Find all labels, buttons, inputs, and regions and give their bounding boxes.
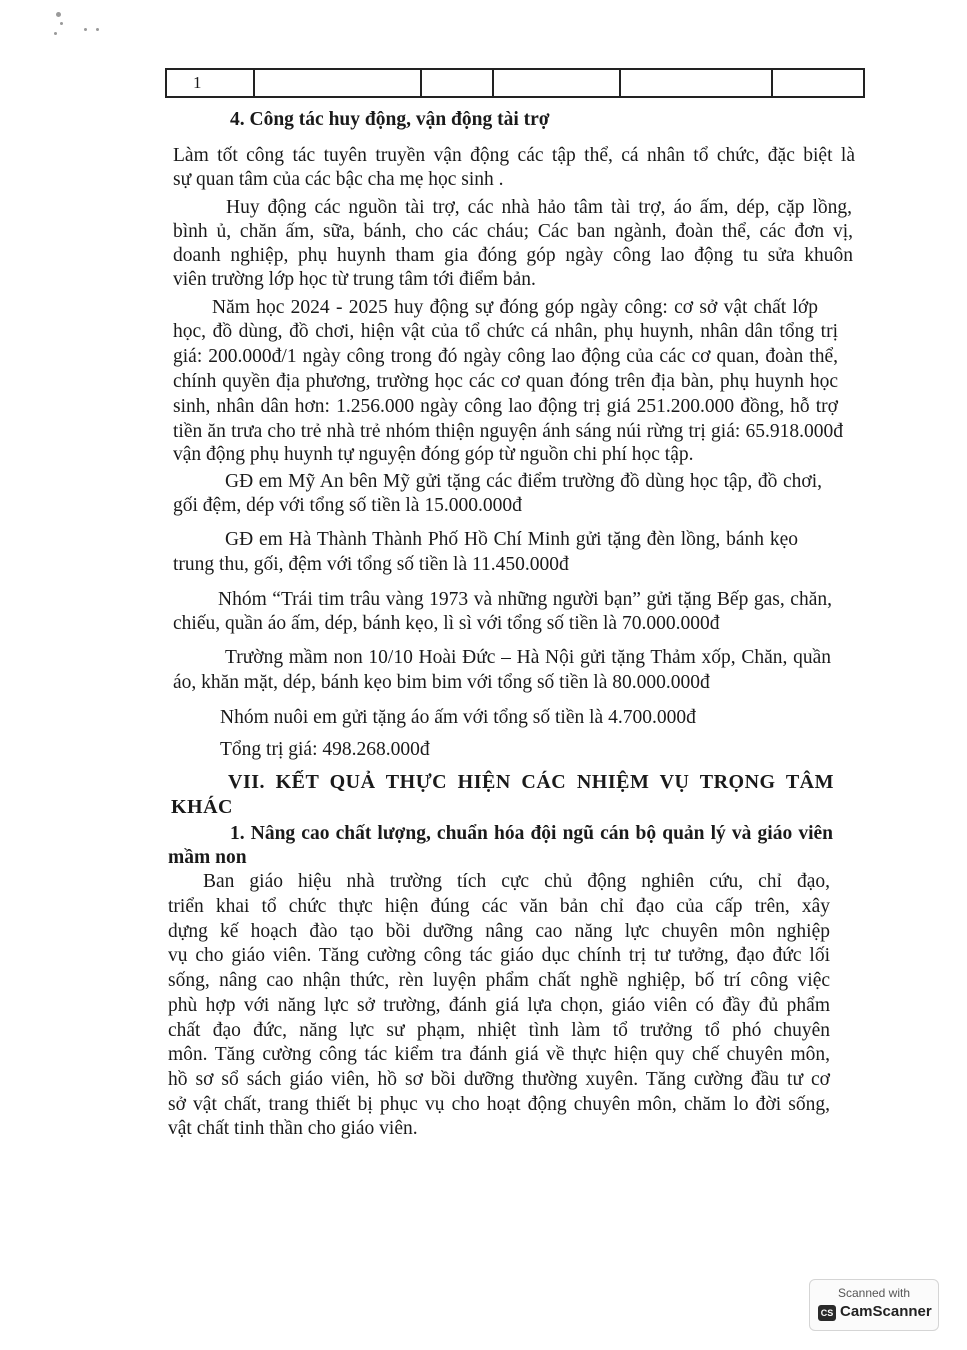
table-cell-number: 1 — [166, 69, 254, 97]
paragraph-line: dựng kế hoạch đào tạo bồi dưỡng nâng cao năng lực chuyên môn nghiệp — [168, 921, 830, 942]
paragraph-line: vận động phụ huynh tự nguyện đóng góp từ nguồn chi phí học tập. — [173, 444, 694, 465]
paragraph-line: vật chất tinh thần cho giáo viên. — [168, 1118, 418, 1139]
paragraph-line: Ban giáo hiệu nhà trường tích cực chủ động nghiên cứu, chỉ đạo, — [203, 871, 830, 892]
section-4-title: 4. Công tác huy động, vận động tài trợ — [230, 109, 550, 130]
table-cell — [772, 69, 864, 97]
camscanner-watermark — [809, 1279, 939, 1331]
camscanner-name: CamScanner — [840, 1303, 932, 1320]
section-7-title: VII. KẾT QUẢ THỰC HIỆN CÁC NHIỆM VỤ TRỌNG TÂM — [228, 771, 834, 793]
total-value: Tổng trị giá: 498.268.000đ — [220, 739, 430, 760]
paragraph-line: Huy động các nguồn tài trợ, các nhà hảo tâm tài trợ, áo ấm, dép, cặp lồng, — [226, 197, 852, 218]
paragraph-line: gối đệm, dép với tổng số tiền là 15.000.000đ — [173, 495, 522, 516]
paragraph-line: GĐ em Hà Thành Thành Phố Hồ Chí Minh gửi tặng đèn lồng, bánh kẹo — [225, 529, 798, 550]
paragraph-line: áo, khăn mặt, dép, bánh kẹo bim bim với tổng số tiền là 80.000.000đ — [173, 672, 710, 693]
table-row — [166, 69, 864, 97]
paragraph-line: Năm học 2024 - 2025 huy động sự đóng góp ngày công: cơ sở vật chất lớp — [212, 297, 818, 318]
paragraph-line: chất đạo đức, năng lực sư phạm, nhiệt tình làm tổ trưởng tổ phó chuyên — [168, 1020, 830, 1041]
paragraph-line: sở vật chất, trang thiết bị phục vụ cho hoạt động chuyên môn, chăm lo đời sống, — [168, 1094, 830, 1115]
scan-specks — [48, 10, 108, 40]
scanned-with-label: Scanned with — [837, 1286, 911, 1300]
camscanner-logo-icon: CS — [818, 1305, 836, 1321]
top-table — [165, 68, 865, 98]
paragraph-line: viên trường lớp học từ trung tâm tới điểm bản. — [173, 269, 536, 290]
subsection-1-title: 1. Nâng cao chất lượng, chuẩn hóa đội ngũ cán bộ quản lý và giáo viên — [230, 823, 833, 844]
paragraph-line: tiền ăn trưa cho trẻ nhà trẻ nhóm thiện nguyện ánh sáng núi rừng trị giá: 65.918.000đ — [173, 421, 843, 442]
table-cell — [620, 69, 772, 97]
paragraph-line: học, đồ dùng, đồ chơi, hiện vật của tổ chức cá nhân, phụ huynh, nhân dân tổng trị — [173, 321, 838, 342]
table-cell — [254, 69, 421, 97]
paragraph-line: Trường mầm non 10/10 Hoài Đức – Hà Nội gửi tặng Thảm xốp, Chăn, quần — [225, 647, 831, 668]
paragraph-line: sống, nâng cao nhận thức, rèn luyện phẩm chất nghề nghiệp, bố trí công việc — [168, 970, 830, 991]
paragraph-line: vụ cho giáo viên. Tăng cường công tác giáo dục chính trị tư tưởng, đạo đức lối — [168, 945, 830, 966]
paragraph-line: GĐ em Mỹ An bên Mỹ gửi tặng các điểm trường đồ dùng học tập, đồ chơi, — [225, 471, 822, 492]
paragraph-line: doanh nghiệp, phụ huynh tham gia đóng góp ngày công lao động tu sửa khuôn — [173, 245, 853, 266]
paragraph-line: môn. Tăng cường công tác kiểm tra đánh giá về thực hiện quy chế chuyên môn, — [168, 1044, 830, 1065]
paragraph-line: Nhóm “Trái tim trâu vàng 1973 và những người bạn” gửi tặng Bếp gas, chăn, — [218, 589, 832, 610]
paragraph-line: triển khai tổ chức thực hiện đúng các văn bản chỉ đạo của cấp trên, xây — [168, 896, 830, 917]
paragraph-line: chính quyền địa phương, trường học các cơ quan đóng trên địa bàn, phụ huynh học — [173, 371, 838, 392]
paragraph-line: giá: 200.000đ/1 ngày công trong đó ngày công lao động của các cơ quan, đoàn thể, — [173, 346, 838, 367]
paragraph-line: Nhóm nuôi em gửi tặng áo ấm với tổng số tiền là 4.700.000đ — [220, 707, 696, 728]
section-7-title-cont: KHÁC — [171, 796, 233, 818]
paragraph-line: sinh, nhân dân hơn: 1.256.000 ngày công lao động trị giá 251.200.000 đồng, hỗ trợ — [173, 396, 838, 417]
paragraph-line: sự quan tâm của các bậc cha mẹ học sinh . — [173, 169, 504, 190]
paragraph-line: hồ sơ sổ sách giáo viên, hồ sơ bồi dưỡng thường xuyên. Tăng cường đầu tư cơ — [168, 1069, 830, 1090]
table-cell — [493, 69, 620, 97]
table-cell — [421, 69, 493, 97]
paragraph-line: bình ủ, chăn ấm, sữa, bánh, cho các cháu; Các ban ngành, đoàn thể, các đơn vị, — [173, 221, 853, 242]
paragraph-line: phù hợp với năng lực sở trường, đánh giá lựa chọn, giáo viên có đầy đủ phẩm — [168, 995, 830, 1016]
subsection-1-title-cont: mầm non — [168, 847, 247, 868]
paragraph-line: Làm tốt công tác tuyên truyền vận động các tập thể, cá nhân tổ chức, đặc biệt là — [173, 145, 855, 166]
paragraph-line: chiếu, quần áo ấm, dép, bánh kẹo, lì sì với tổng số tiền là 70.000.000đ — [173, 613, 720, 634]
paragraph-line: trung thu, gối, đệm với tổng số tiền là 11.450.000đ — [173, 554, 569, 575]
